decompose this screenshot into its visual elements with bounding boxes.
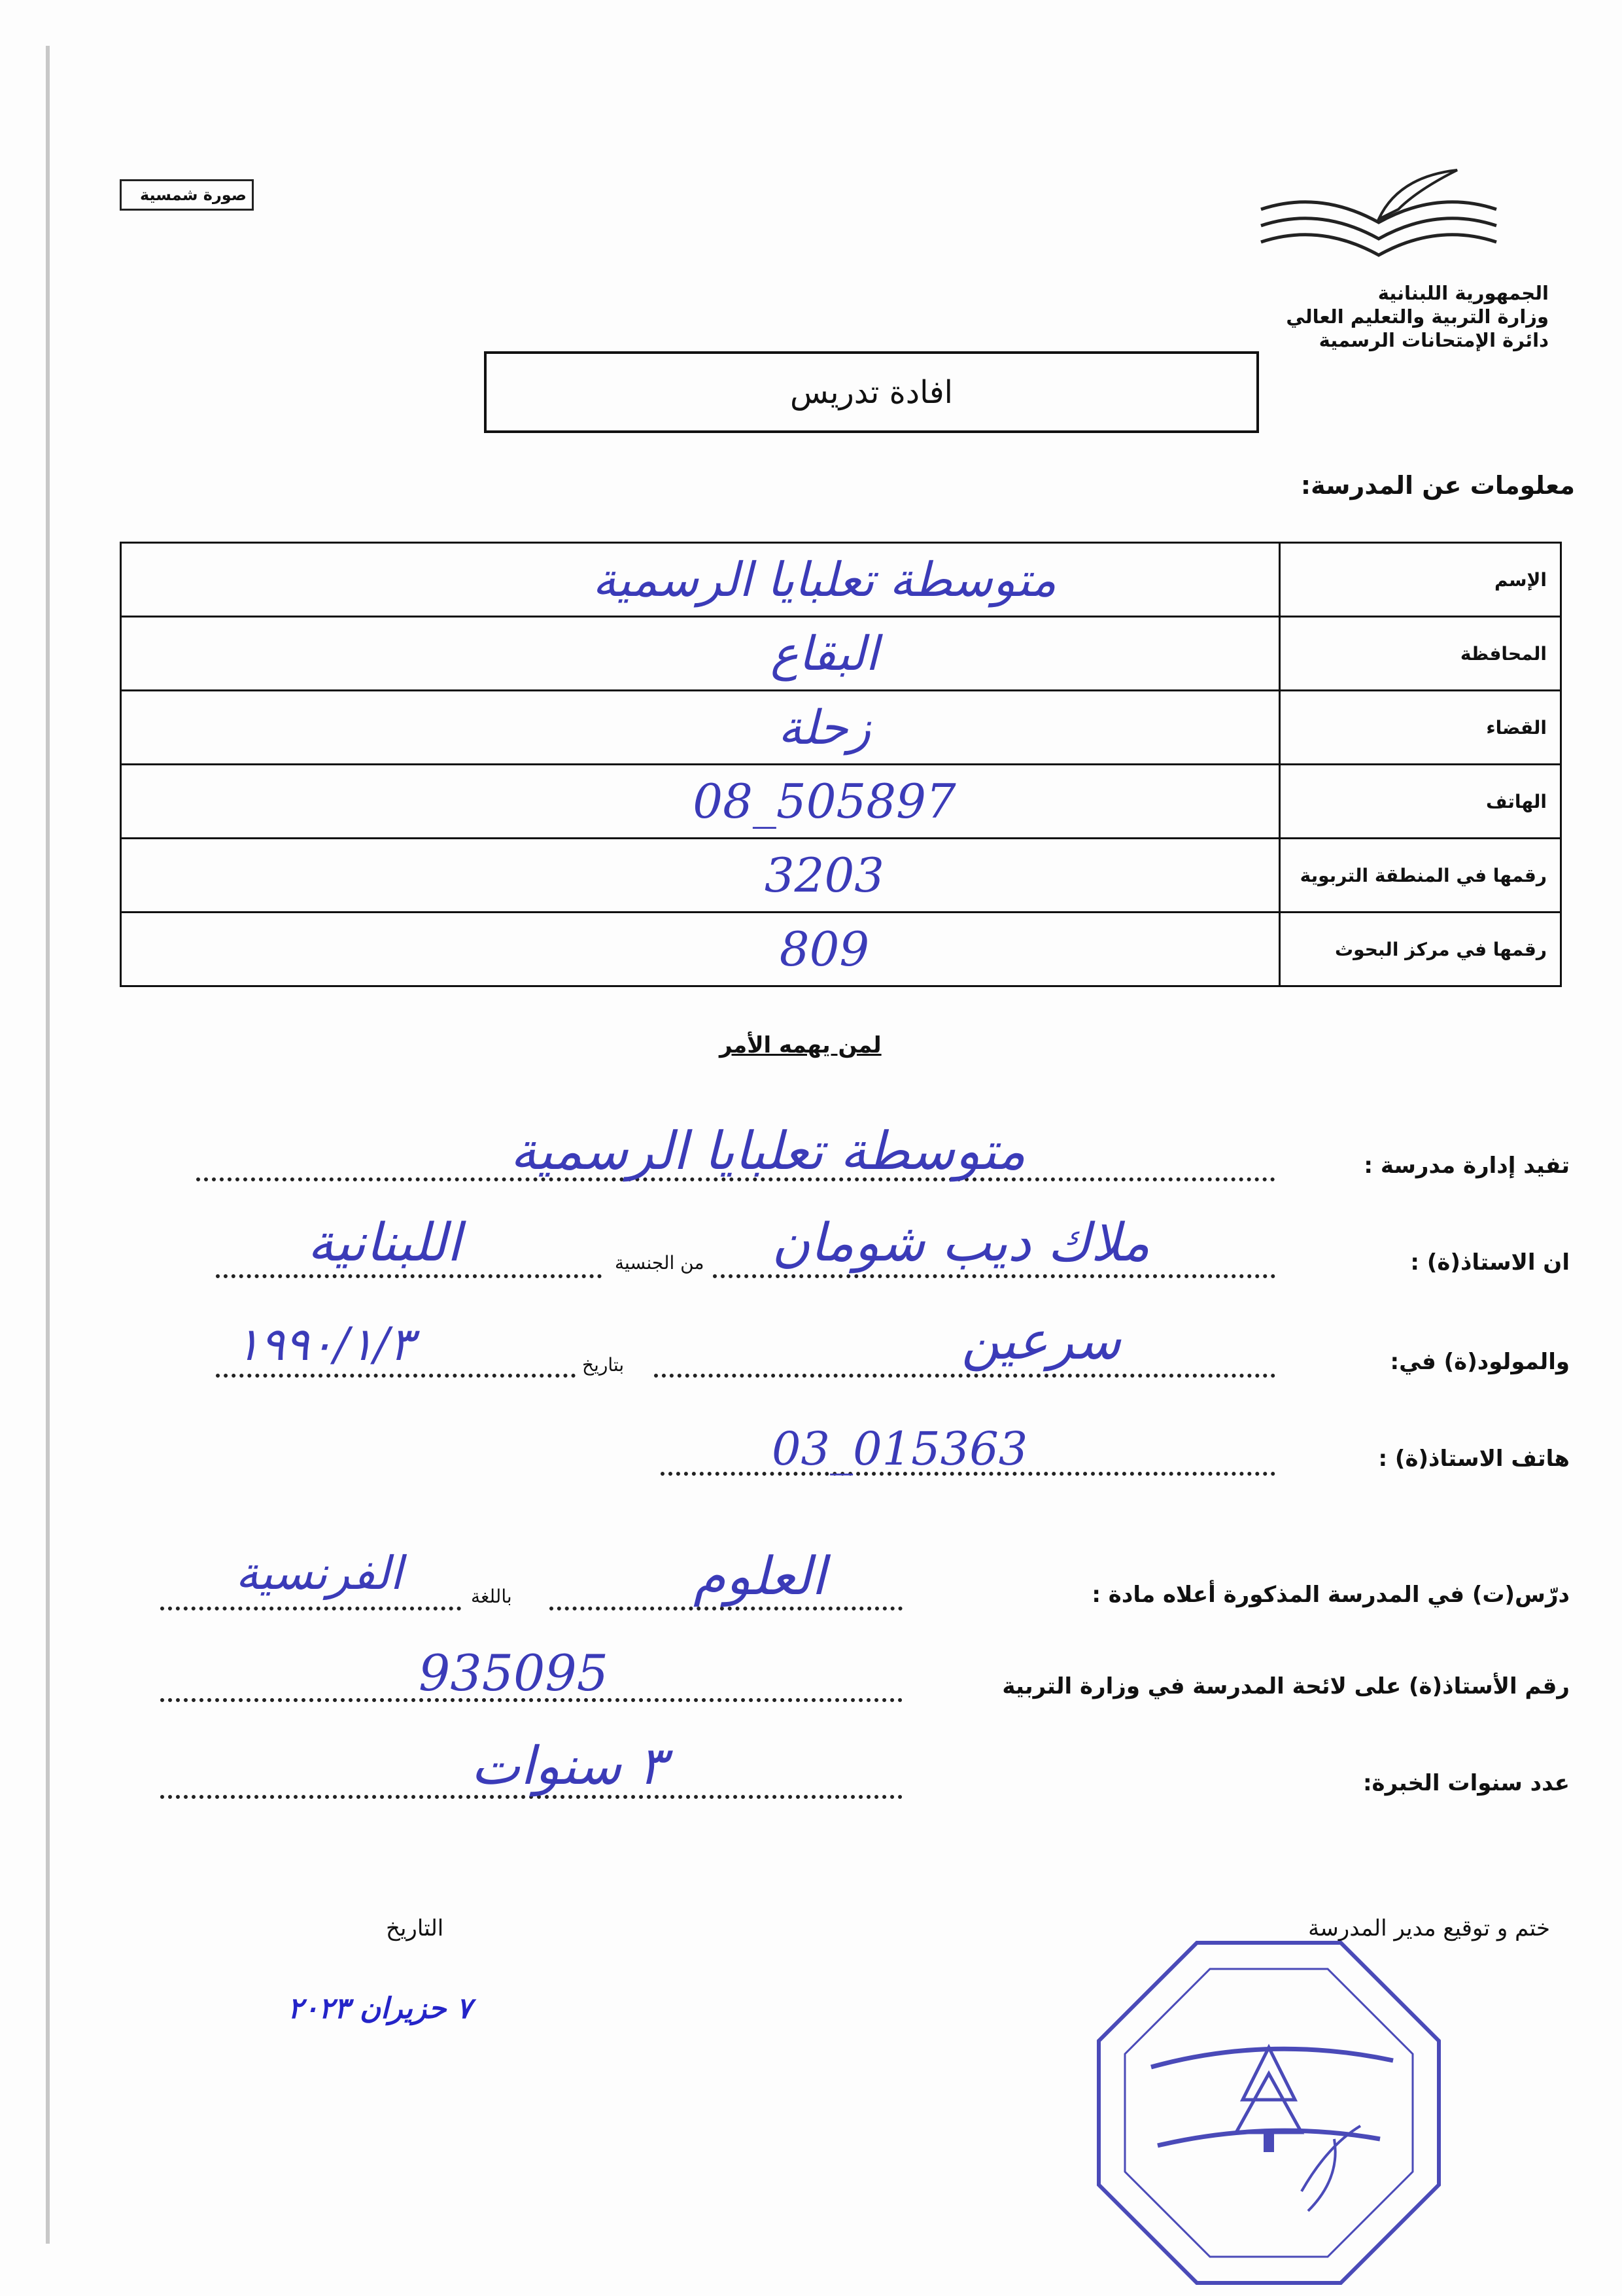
school-info-table [120,542,1562,987]
birth-date-value: ١٩٩٠/١/٣ [235,1317,414,1371]
table-row [121,913,1561,986]
header-republic: الجمهورية اللبنانية [1377,282,1549,304]
teacher-label: ان الاستاذ(ة) : [1410,1249,1570,1276]
governorate-label: المحافظة [1280,617,1561,691]
subject-label: درّس(ت) في المدرسة المذكورة أعلاه مادة : [1092,1582,1570,1608]
school-stamp-icon [1086,1930,1452,2296]
principal-signature-label: ختم و توقيع مدير المدرسة [1308,1915,1550,1941]
regional-number-value: 3203 [121,839,1280,913]
nationality-value: اللبنانية [307,1212,462,1273]
header-department: دائرة الإمتحانات الرسمية [1319,329,1549,351]
district-label: القضاء [1280,691,1561,765]
language-value: الفرنسية [235,1546,403,1600]
language-label: باللغة [471,1586,512,1607]
birth-date-line [216,1374,576,1378]
teacher-phone-label: هاتف الاستاذ(ة) : [1378,1446,1570,1472]
school-admin-label: تفيد إدارة مدرسة : [1364,1153,1570,1179]
born-place-value: سرعين [961,1310,1121,1371]
birth-date-label: بتاريخ [582,1354,625,1376]
school-name-label: الإسم [1280,543,1561,617]
table-row [121,543,1561,617]
table-row [121,839,1561,913]
to-whom-heading: لمن يهمه الأمر [719,1032,882,1058]
nationality-label: من الجنسية [615,1252,704,1274]
table-row [121,617,1561,691]
teacher-name-value: ملاك ديب شومان [772,1212,1150,1273]
ministry-number-label: رقم الأستاذ(ة) على لائحة المدرسة في وزارة التربية [1002,1673,1570,1699]
teacher-line [713,1274,1275,1278]
nationality-line [216,1274,602,1278]
district-value: زحلة [121,691,1280,765]
school-name-value: متوسطة تعلبايا الرسمية [121,543,1280,617]
book-quill-logo-icon [1248,164,1510,275]
photo-placeholder [120,179,254,211]
scan-edge [46,46,50,2244]
subject-value: العلوم [693,1546,826,1607]
header-ministry: وزارة التربية والتعليم العالي [1286,305,1549,328]
experience-value: ٣ سنوات [471,1735,666,1796]
research-center-number-value: 809 [121,913,1280,986]
phone-label: الهاتف [1280,765,1561,839]
school-admin-value: متوسطة تعلبايا الرسمية [510,1121,1026,1181]
subject-line [549,1607,903,1610]
document-title [484,351,1259,433]
experience-label: عدد سنوات الخبرة: [1362,1770,1570,1796]
school-section-heading: معلومات عن المدرسة: [1300,471,1575,500]
language-line [160,1607,461,1610]
photo-label: صورة شمسية [139,186,247,204]
table-row [121,691,1561,765]
footer-date-value: ٧ حزيران ٢٠٢٣ [288,1992,472,2025]
regional-number-label: رقمها في المنطقة التربوية [1280,839,1561,913]
ministry-number-value: 935095 [419,1644,609,1702]
phone-value: 08_505897 [121,765,1280,839]
research-center-number-label: رقمها في مركز البحوث [1280,913,1561,986]
teacher-phone-value: 03_015363 [772,1422,1028,1476]
born-place-line [654,1374,1275,1378]
table-row [121,765,1561,839]
footer-date-label: التاريخ [386,1915,444,1941]
governorate-value: البقاع [121,617,1280,691]
born-label: والمولود(ة) في: [1390,1349,1570,1375]
document-title-text: افادة تدريس [790,374,953,411]
